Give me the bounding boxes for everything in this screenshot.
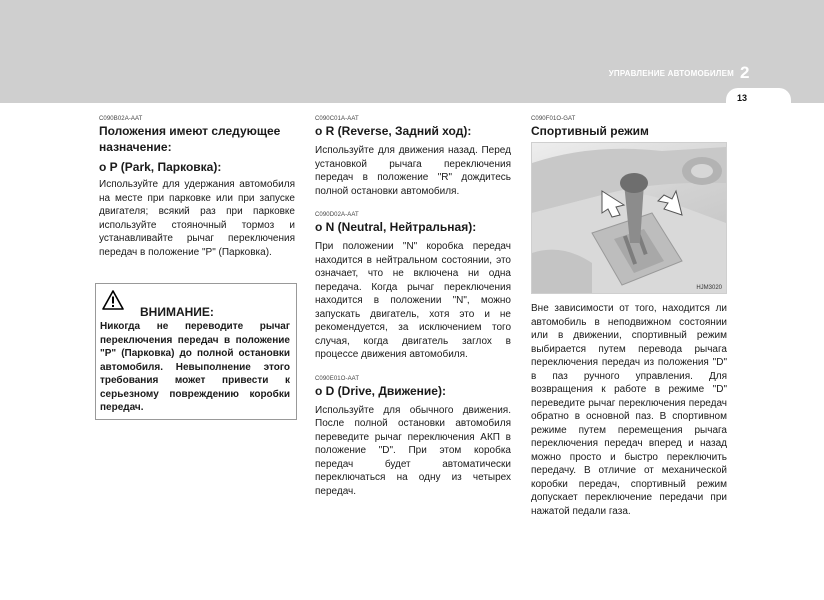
park-heading: o P (Park, Парковка): [99,160,222,174]
neutral-text: При положении "N" коробка передач находится в нейтральном состоянии, это означает, что не включена ни одна передача. Когда рычаг переключения находится в положении "N", можно запускать двигатель, хотя это и не рекомендуется, за исключением того случая, когда двигатель заглох в процессе движения автомобиля. [315,241,511,360]
column-rnd [315,116,511,498]
sport-code: C090F01O-GAT [531,116,576,122]
park-text: Используйте для удержания автомобиля на месте при парковке или при запуске двигателя; всякий раз при парковке используйте стояночный тормоз и устанавливайте рычаг переключения передач в положение "P" (Парковка). [99,179,295,258]
neutral-heading: o N (Neutral, Нейтральная): [315,220,477,234]
section-heading: Положения имеют следующее назначение: [99,124,281,154]
gear-shift-photo [531,142,727,294]
reverse-heading: o R (Reverse, Задний ход): [315,124,472,138]
column-sport [531,116,727,518]
page-header [0,0,824,103]
gear-shift-illustration [532,143,726,293]
drive-code: C090E01O-AAT [315,375,360,382]
chapter-title: УПРАВЛЕНИЕ АВТОМОБИЛЕМ [608,69,734,78]
sport-text: Вне зависимости от того, находится ли автомобиль в неподвижном состоянии или в движении, спортивный режим выбирается путем перевода рычага переключения передач из положения "D" в паз ручного управления. Для возвращения к работе в режиме "D" переведите рычаг переключения передач обратно в основной паз. В спортивном режиме путем перемещения рычага переключения передач вперед и назад можно просто и быстро переключить передачу. В отличие от механической коробки передач, спортивный режим допускает переключение передачи при нажатой педали газа. [531,303,727,517]
warning-title: ВНИМАНИЕ: [140,305,214,319]
page-number: 13 [737,93,748,103]
chapter-number: 2 [740,63,750,82]
page-number-tab [726,88,791,110]
image-caption: HJM3020 [696,285,722,291]
warning-triangle-icon [102,290,124,310]
warning-text: Никогда не переводите рычаг переключения передач в положение "P" (Парковка) до полной остановки автомобиля. Невыполнение этого требования может привести к серьезному повреждению коробки передач. [100,321,290,413]
section-code: C090B02A-AAT [99,116,143,122]
column-park [99,116,295,259]
reverse-text: Используйте для движения назад. Перед установкой рычага переключения передач в положение "R" дождитесь полной остановки автомобиля. [315,145,511,197]
drive-heading: o D (Drive, Движение): [315,383,446,398]
sport-heading: Спортивный режим [531,124,649,138]
neutral-code: C090D02A-AAT [315,212,359,218]
drive-text: Используйте для обычного движения. После полной остановки автомобиля переведите рычаг переключения АКП в положение "D". При этом коробка передач будет автоматически переключаться на одну из четырех передач. [315,404,511,497]
reverse-code: C090C01A-AAT [315,116,359,122]
warning-box [95,283,297,420]
